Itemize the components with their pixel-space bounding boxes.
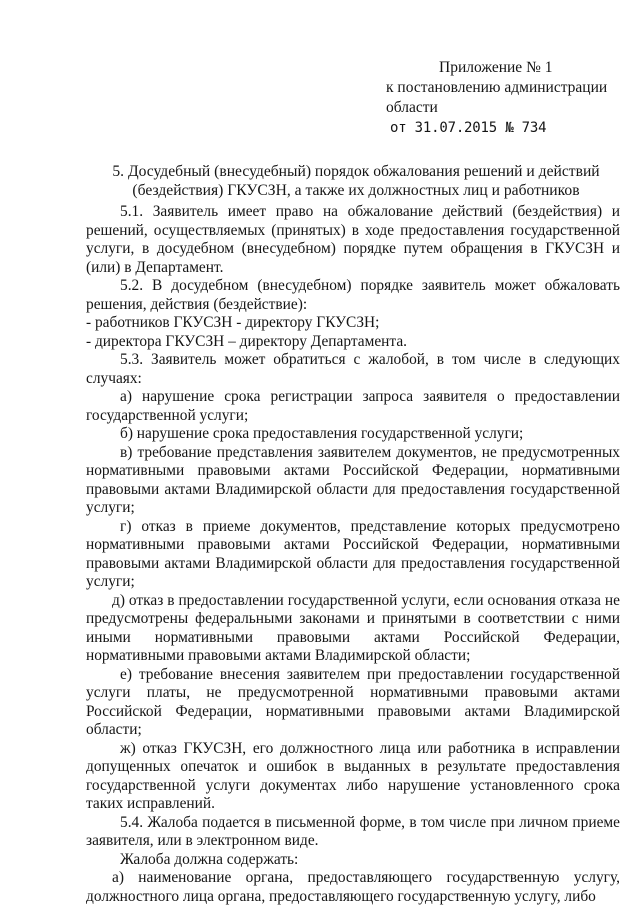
- document-body: [86, 203, 620, 906]
- section-heading: 5. Досудебный (внесудебный) порядок обжалования решений и действий (бездействия) ГКУСЗН, а также их должностных лиц и работников: [112, 163, 600, 199]
- case-d: д) отказ в предоставлении государственной услуги, если основания отказа не предусмотрены федеральными законами и принятыми в соответствии с ними иными нормативными правовыми актами Российской Федерации, нормативными правовыми актами Владимирской области;: [86, 591, 620, 664]
- list-item-workers: - работников ГКУСЗН - директору ГКУСЗН;: [86, 314, 380, 331]
- appendix-line-1: к постановлению администрации: [386, 79, 608, 96]
- paragraph-5-2: 5.2. В досудебном (внесудебном) порядке заявитель может обжаловать решения, действия (бездействие):: [86, 277, 620, 313]
- paragraph-5-3: 5.3. Заявитель может обратиться с жалобой, в том числе в следующих случаях:: [86, 351, 620, 387]
- case-a: а) нарушение срока регистрации запроса заявителя о предоставлении государственной услуги;: [86, 388, 620, 424]
- appendix-date-number: от 31.07.2015 № 734: [390, 120, 547, 136]
- appendix-block: [384, 58, 624, 138]
- case-v: в) требование представления заявителем документов, не предусмотренных нормативными правовыми актами Российской Федерации, нормативными правовыми актами Владимирской области для предоставления государственной услуги;: [86, 443, 620, 516]
- case-zh: ж) отказ ГКУСЗН, его должностного лица или работника в исправлении допущенных опечаток и ошибок в выданных в результате предоставления государственной услуги документах либо нарушение установленного срока таких исправлений.: [86, 739, 620, 812]
- paragraph-5-4: 5.4. Жалоба подается в письменной форме, в том числе при личном приеме заявителя, или в электронном виде.: [86, 813, 620, 849]
- appendix-line-2: области: [386, 99, 438, 116]
- list-item-director: - директора ГКУСЗН – директору Департамента.: [86, 332, 408, 350]
- appendix-title: Приложение № 1: [439, 59, 553, 76]
- content-item-a: а) наименование органа, предоставляющего государственную услугу, должностного лица органа, предоставляющего государственную услугу, либо: [86, 869, 620, 905]
- case-e: е) требование внесения заявителем при предоставлении государственной услуги платы, не предусмотренной нормативными правовыми актами Российской Федерации, нормативными правовыми актами Владимирской области;: [86, 665, 620, 738]
- paragraph-5-1: 5.1. Заявитель имеет право на обжалование действий (бездействия) и решений, осуществляемых (принятых) в ходе предоставления государственной услуги, в досудебном (внесудебном) порядке путем обращения в ГКУСЗН и (или) в Департамент.: [86, 203, 620, 276]
- case-g: г) отказ в приеме документов, представление которых предусмотрено нормативными правовыми актами Российской Федерации, нормативными правовыми актами Владимирской области для предоставления государственной услуги;: [86, 517, 620, 590]
- complaint-content-intro: Жалоба должна содержать:: [120, 850, 299, 868]
- case-b: б) нарушение срока предоставления государственной услуги;: [120, 425, 524, 442]
